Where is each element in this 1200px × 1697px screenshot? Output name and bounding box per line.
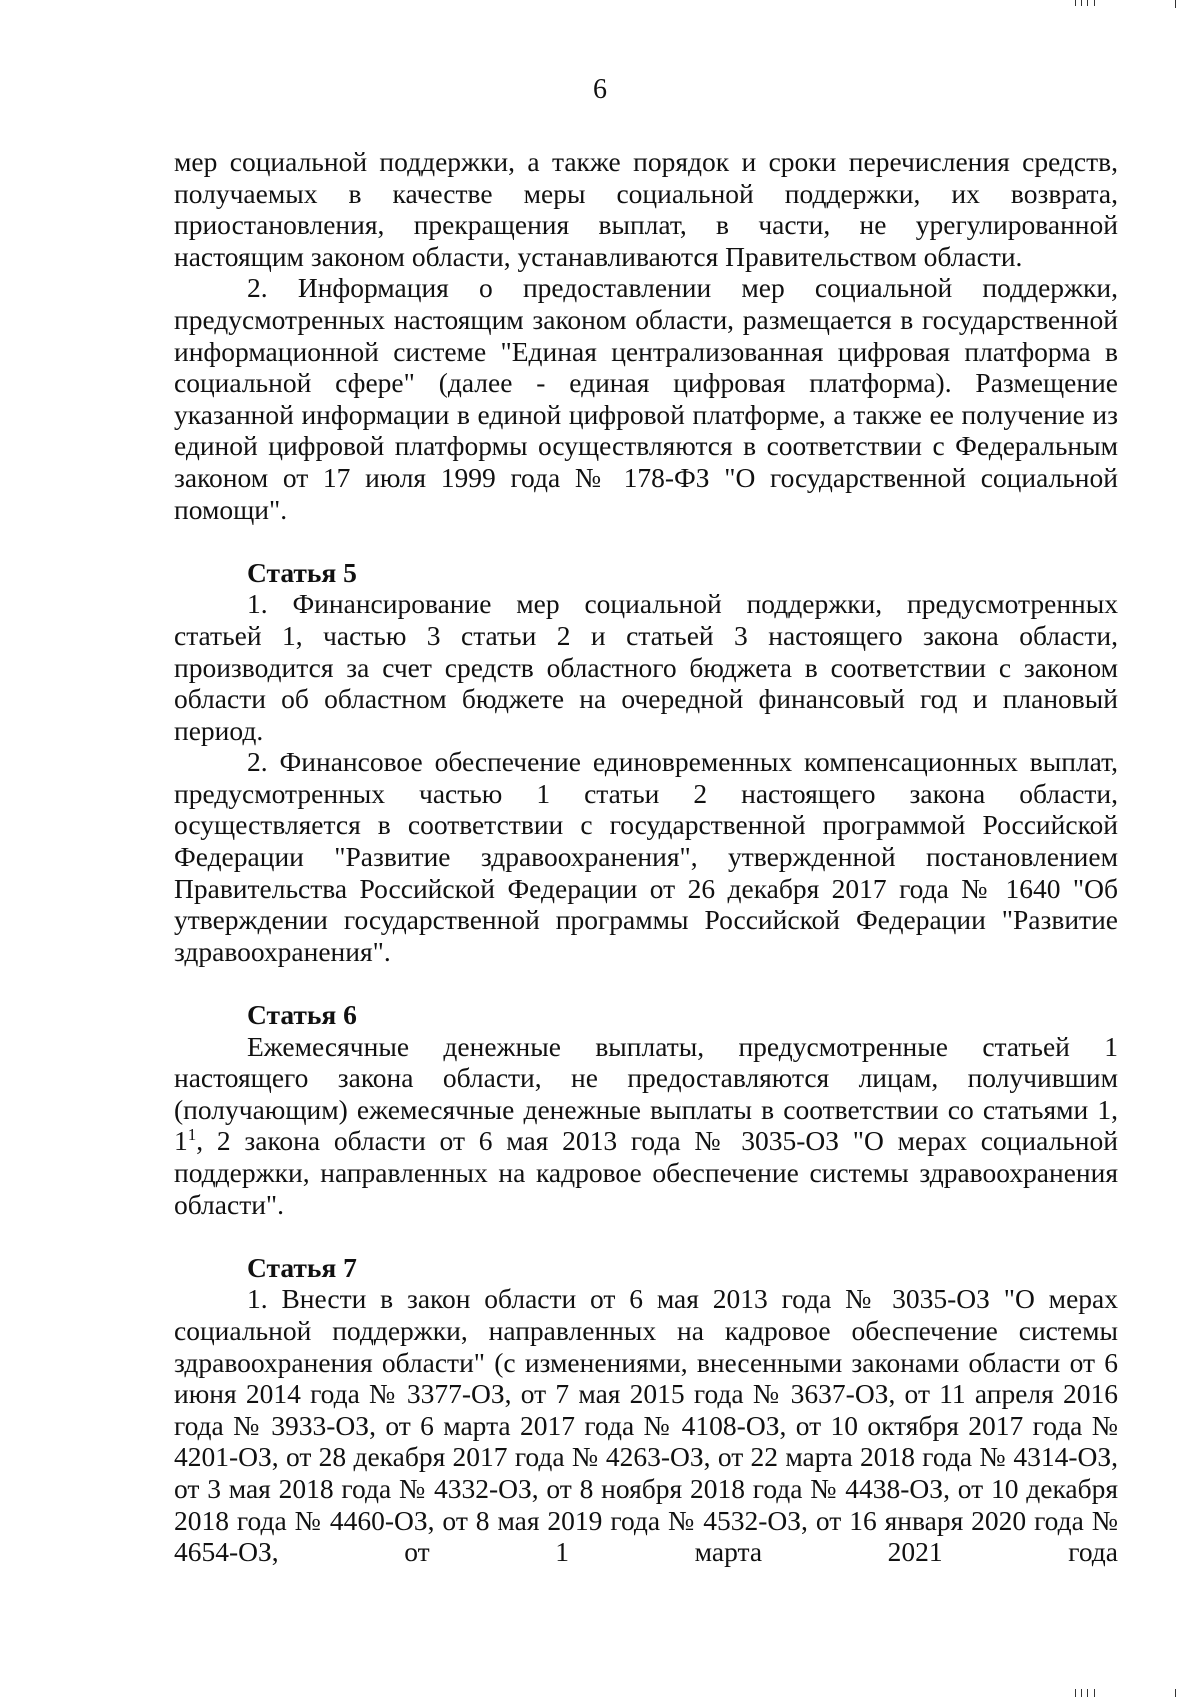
scan-mark-bottom-right-2: [1081, 1689, 1082, 1697]
scan-mark-bottom-right-1: [1075, 1689, 1076, 1697]
scan-mark-top-right-4: [1094, 0, 1095, 6]
article-6-text-after-superscript: , 2 закона области от 6 мая 2013 года № 3035-ОЗ "О мерах социальной поддержки, направленных на кадровое обеспечение системы здравоохранения области".: [174, 1125, 1118, 1220]
article-5-paragraph-1: 1. Финансирование мер социальной поддержки, предусмотренных статьей 1, частью 3 статьи 2 и статьей 3 настоящего закона области, производится за счет средств областного бюджета в соответствии с законом области об областном бюджете на очередной финансовый год и плановый период.: [174, 588, 1118, 746]
intro-paragraph-1: мер социальной поддержки, а также порядок и сроки перечисления средств, получаемых в качестве меры социальной поддержки, их возврата, приостановления, прекращения выплат, в части, не урегулированной настоящим законом области, устанавливаются Правительством области.: [174, 146, 1118, 272]
article-5-paragraph-2: 2. Финансовое обеспечение единовременных компенсационных выплат, предусмотренных частью 1 статьи 2 настоящего закона области, осуществляется в соответствии с государственной программой Российской Федерации "Развитие здравоохранения", утвержденной постановлением Правительства Российской Федерации от 26 декабря 2017 года № 1640 "Об утверждении государственной программы Российской Федерации "Развитие здравоохранения".: [174, 746, 1118, 967]
scan-mark-top-right-3: [1087, 0, 1088, 6]
article-6-text-before-superscript: Ежемесячные денежные выплаты, предусмотренные статьей 1 настоящего закона области, не предоставляются лицам, получившим (получающим) ежемесячные денежные выплаты в соответствии со статьями 1, 1: [174, 1030, 1118, 1157]
article-6-heading: Статья 6: [247, 999, 357, 1031]
document-body: [174, 146, 1118, 1568]
page-number: 6: [593, 74, 607, 105]
scan-mark-bottom-right-4: [1094, 1689, 1095, 1697]
intro-paragraph-2: 2. Информация о предоставлении мер социальной поддержки, предусмотренных настоящим законом области, размещается в государственной информационной системе "Единая централизованная цифровая платформа в социальной сфере" (далее - единая цифровая платформа). Размещение указанной информации в единой цифровой платформе, а также ее получение из единой цифровой платформы осуществляются в соответствии с Федеральным законом от 17 июля 1999 года № 178-ФЗ "О государственной социальной помощи".: [174, 272, 1118, 525]
scan-mark-top-right-5: [1175, 0, 1176, 8]
section-gap: [174, 967, 1118, 999]
section-gap: [174, 525, 1118, 557]
article-7-paragraph-1: 1. Внести в закон области от 6 мая 2013 года № 3035-ОЗ "О мерах социальной поддержки, направленных на кадровое обеспечение системы здравоохранения области" (с изменениями, внесенными законами области от 6 июня 2014 года № 3377-ОЗ, от 7 мая 2015 года № 3637-ОЗ, от 11 апреля 2016 года № 3933-ОЗ, от 6 марта 2017 года № 4108-ОЗ, от 10 октября 2017 года № 4201-ОЗ, от 28 декабря 2017 года № 4263-ОЗ, от 22 марта 2018 года № 4314-ОЗ, от 3 мая 2018 года № 4332-ОЗ, от 8 ноября 2018 года № 4438-ОЗ, от 10 декабря 2018 года № 4460-ОЗ, от 8 мая 2019 года № 4532-ОЗ, от 16 января 2020 года № 4654-ОЗ, от 1 марта 2021 года: [174, 1283, 1118, 1568]
article-6-paragraph: [174, 1031, 1118, 1221]
article-6-superscript: 1: [187, 1125, 197, 1145]
article-5-heading: Статья 5: [247, 556, 357, 588]
scan-mark-bottom-right-3: [1087, 1689, 1088, 1697]
section-gap: [174, 1220, 1118, 1252]
scan-mark-bottom-right-5: [1175, 1689, 1176, 1697]
scan-mark-top-right-2: [1081, 0, 1082, 6]
scan-mark-top-right-1: [1075, 0, 1076, 6]
article-7-heading: Статья 7: [247, 1251, 357, 1283]
